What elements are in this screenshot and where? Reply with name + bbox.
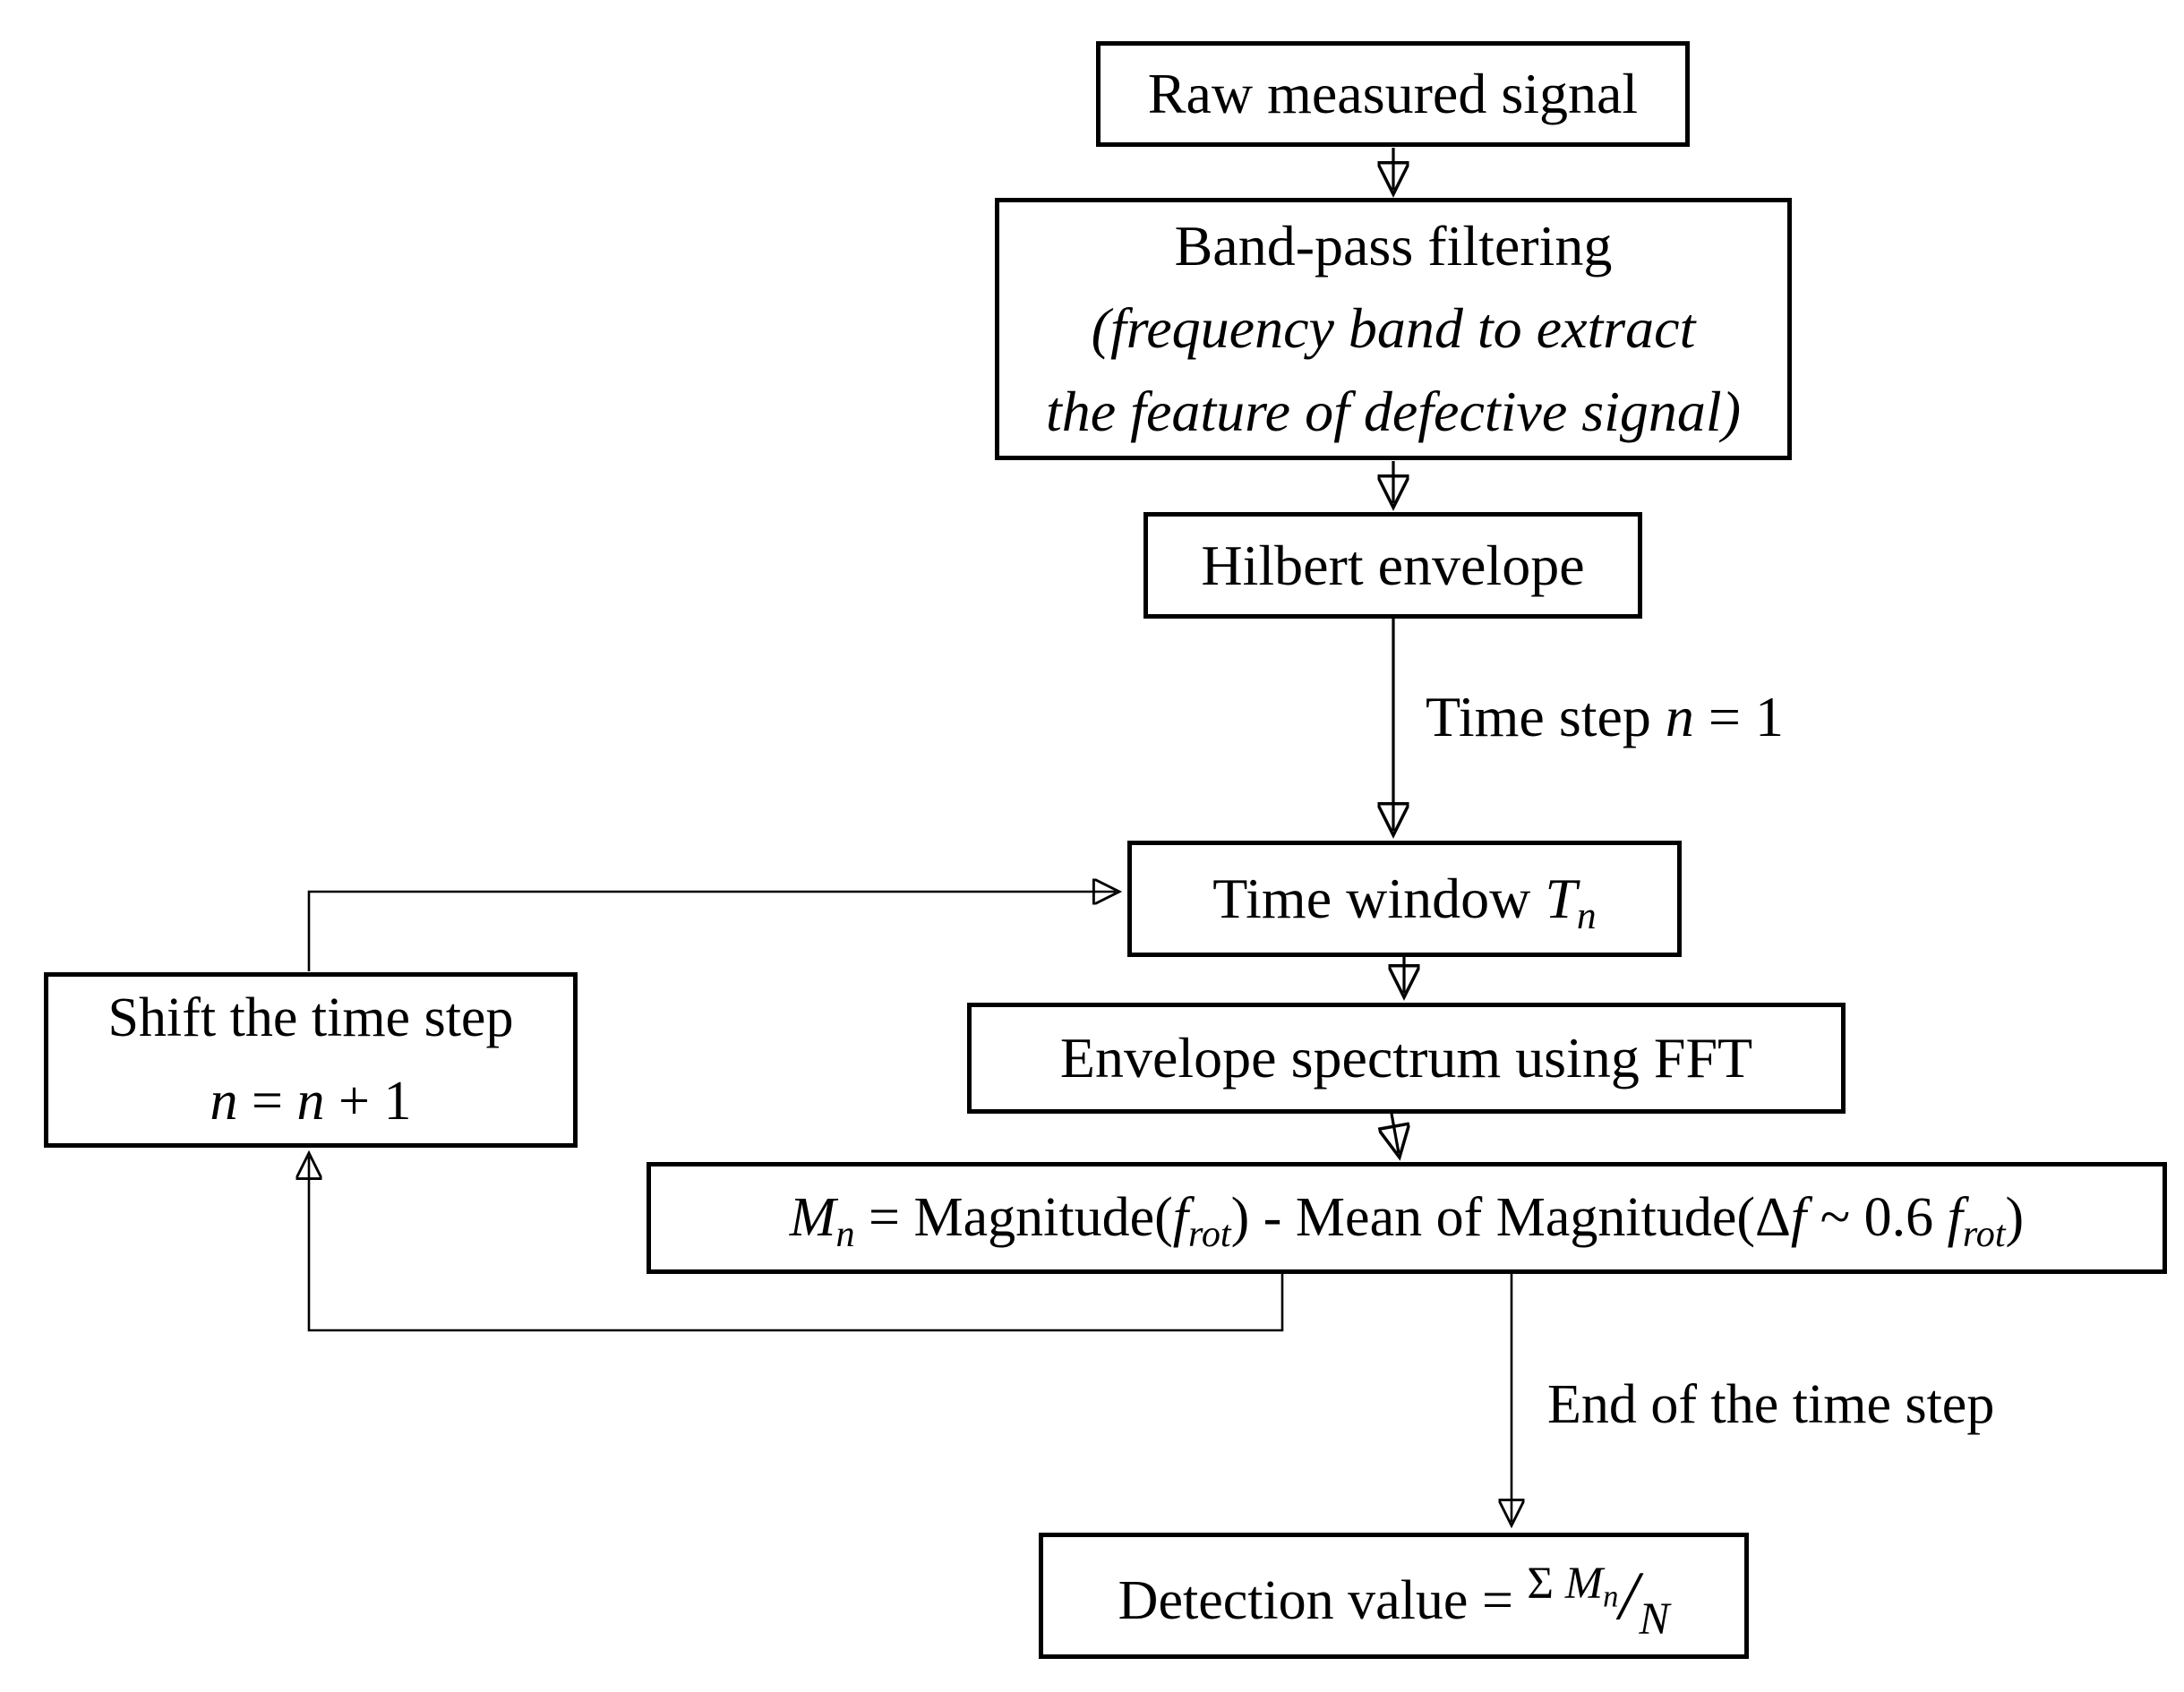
node-raw-signal <box>1096 41 1690 147</box>
shift-step-equation: n = n + 1 <box>210 1071 412 1132</box>
bandpass-note-line2: the feature of defective signal) <box>1045 379 1742 443</box>
node-bandpass-filtering <box>995 198 1792 460</box>
raw-signal-label: Raw measured signal <box>1147 62 1639 125</box>
node-time-window <box>1127 841 1682 957</box>
node-envelope-spectrum-fft <box>967 1003 1846 1114</box>
node-detection-value <box>1039 1533 1749 1659</box>
shift-step-line1: Shift the time step <box>107 987 514 1048</box>
node-hilbert-envelope <box>1143 512 1642 619</box>
edge-fft-to-magnitude <box>1392 1114 1399 1153</box>
hilbert-label: Hilbert envelope <box>1201 533 1585 597</box>
bandpass-note-line1: (frequency band to extract <box>1091 296 1696 361</box>
detection-formula: Detection value = $^{\Sigma M_n}/_N$ <box>1118 1557 1670 1645</box>
edge-shift-to-timewindow-loop <box>309 892 1116 971</box>
node-shift-time-step <box>44 972 578 1148</box>
bandpass-title: Band-pass filtering <box>1174 214 1613 278</box>
fft-label: Envelope spectrum using FFT <box>1059 1026 1753 1090</box>
label-time-step-init: Time step n = 1 <box>1426 685 1784 748</box>
node-magnitude-formula <box>647 1162 2167 1274</box>
time-window-label: Time window $T_n$ <box>1212 867 1597 938</box>
label-end-of-time-step: End of the time step <box>1547 1374 1995 1435</box>
magnitude-formula: $M_n$ = $Magnitude(f_{rot})$ - Mean of Magnitude(Δf ~ 0.6 $f_{rot}$) <box>789 1186 2025 1255</box>
